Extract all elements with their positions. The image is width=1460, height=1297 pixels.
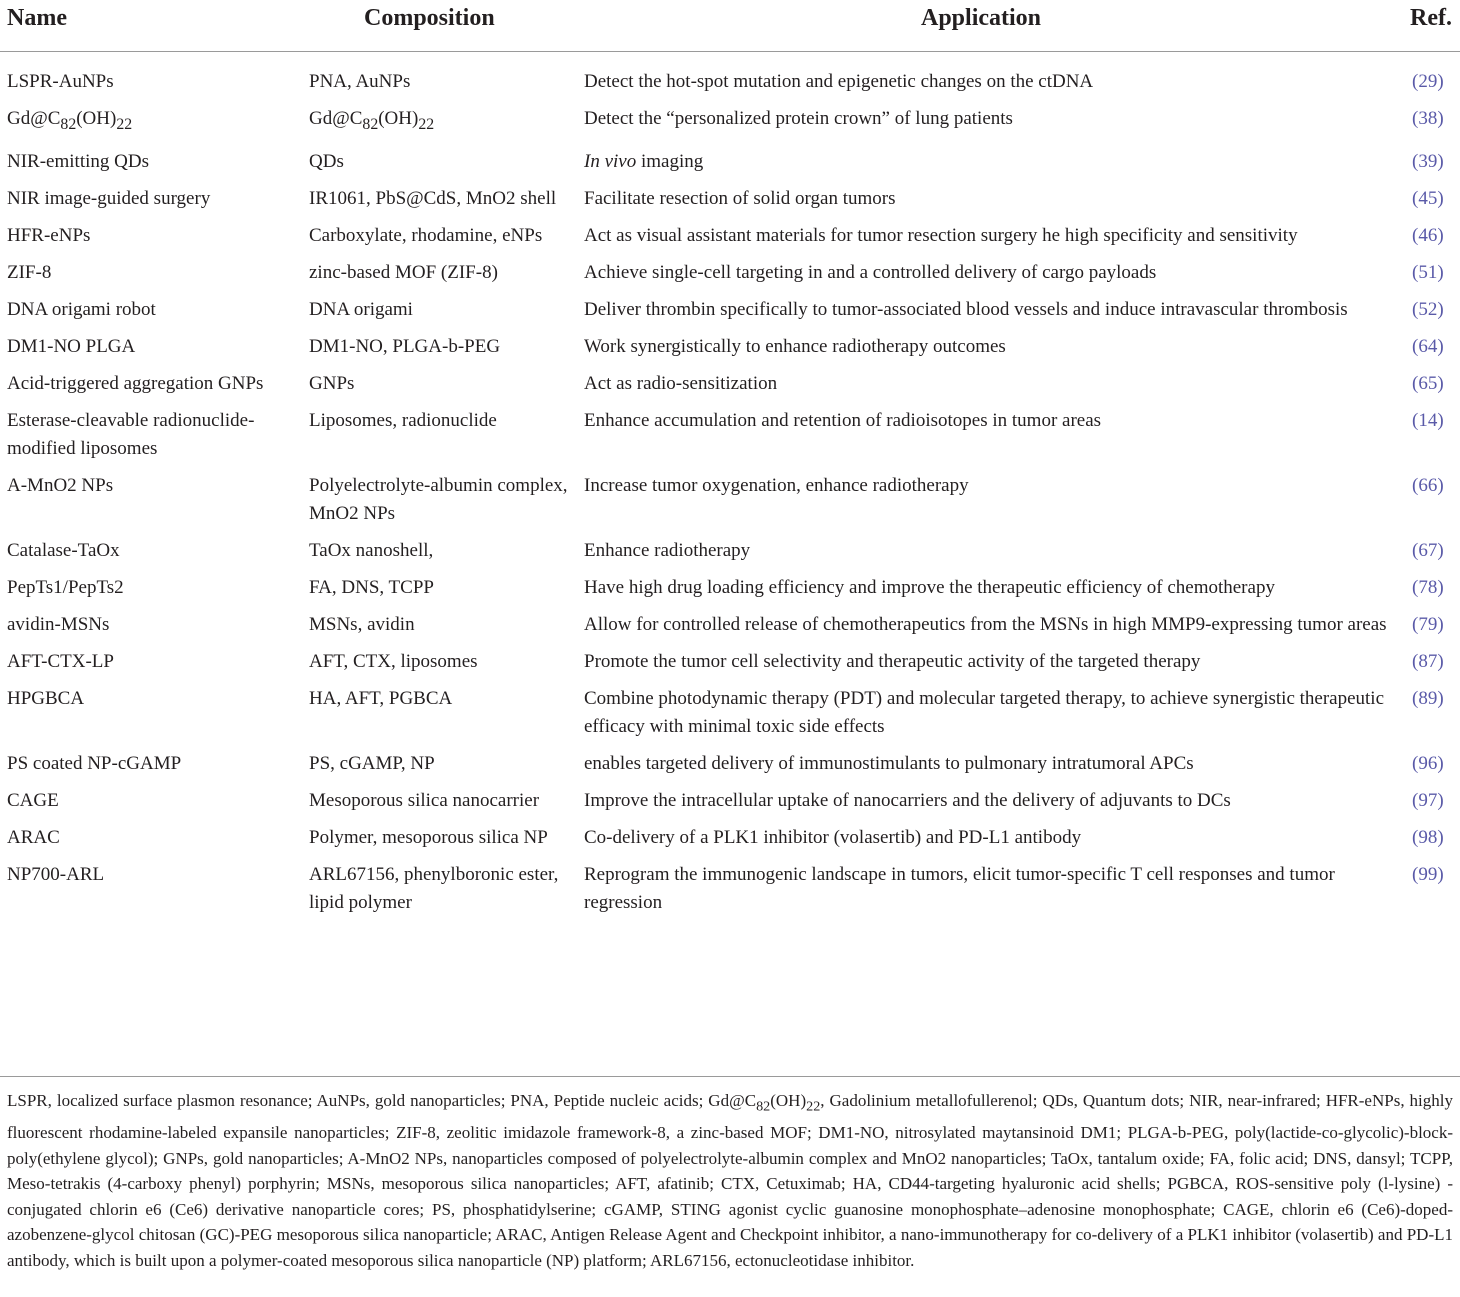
table-row	[0, 407, 1460, 472]
cell-application: Act as radio-sensitization	[584, 373, 778, 394]
cell-application: Increase tumor oxygenation, enhance radiotherapy	[584, 475, 969, 496]
table-row	[0, 861, 1460, 926]
ref-link[interactable]: 46	[1418, 225, 1438, 246]
ref-link[interactable]: 66	[1418, 475, 1438, 496]
cell-application: Promote the tumor cell selectivity and therapeutic activity of the targeted therapy	[584, 651, 1201, 672]
cell-application: Co-delivery of a PLK1 inhibitor (volasertib) and PD-L1 antibody	[584, 827, 1082, 848]
cell-name: DNA origami robot	[7, 299, 156, 320]
cell-ref[interactable]: (78)	[1412, 577, 1444, 598]
cell-composition: FA, DNS, TCPP	[309, 577, 434, 598]
ref-link[interactable]: 89	[1418, 688, 1438, 709]
cell-name: PS coated NP-cGAMP	[7, 753, 182, 774]
cell-name: Catalase-TaOx	[7, 540, 120, 561]
table-row	[0, 750, 1460, 787]
cell-composition: GNPs	[309, 373, 355, 394]
cell-name: NIR image-guided surgery	[7, 188, 211, 209]
cell-composition: Carboxylate, rhodamine, eNPs	[309, 225, 543, 246]
cell-ref[interactable]: (29)	[1412, 71, 1444, 92]
cell-ref[interactable]: (38)	[1412, 108, 1444, 129]
cell-name: Acid-triggered aggregation GNPs	[7, 373, 264, 394]
cell-composition: ARL67156, phenylboronic ester, lipid polymer	[309, 864, 559, 913]
cell-application: Facilitate resection of solid organ tumors	[584, 188, 896, 209]
cell-composition: Polymer, mesoporous silica NP	[309, 827, 548, 848]
cell-ref[interactable]: (66)	[1412, 475, 1444, 496]
ref-link[interactable]: 96	[1418, 753, 1438, 774]
cell-ref[interactable]: (52)	[1412, 299, 1444, 320]
cell-name: CAGE	[7, 790, 59, 811]
table-row	[0, 537, 1460, 574]
cell-application: enables targeted delivery of immunostimulants to pulmonary intratumoral APCs	[584, 753, 1194, 774]
table-row	[0, 185, 1460, 222]
table-row	[0, 333, 1460, 370]
ref-link[interactable]: 64	[1418, 336, 1438, 357]
header-name: Name	[7, 5, 67, 31]
ref-link[interactable]: 99	[1418, 864, 1438, 885]
ref-link[interactable]: 52	[1418, 299, 1438, 320]
table-bottom-rule	[0, 1076, 1460, 1077]
cell-application: Enhance accumulation and retention of radioisotopes in tumor areas	[584, 410, 1102, 431]
cell-composition: Liposomes, radionuclide	[309, 410, 497, 431]
cell-name: ZIF-8	[7, 262, 52, 283]
ref-link[interactable]: 65	[1418, 373, 1438, 394]
cell-application: Allow for controlled release of chemotherapeutics from the MSNs in high MMP9-expressing tumor areas	[584, 614, 1387, 635]
ref-link[interactable]: 97	[1418, 790, 1438, 811]
cell-name: PepTs1/PepTs2	[7, 577, 124, 598]
ref-link[interactable]: 51	[1418, 262, 1438, 283]
table-header	[0, 0, 1460, 52]
cell-application: Achieve single-cell targeting in and a controlled delivery of cargo payloads	[584, 262, 1157, 283]
ref-link[interactable]: 78	[1418, 577, 1438, 598]
cell-composition: Polyelectrolyte-albumin complex, MnO2 NPs	[309, 475, 568, 524]
cell-ref[interactable]: (89)	[1412, 688, 1444, 709]
cell-composition: QDs	[309, 151, 344, 172]
ref-link[interactable]: 67	[1418, 540, 1438, 561]
cell-composition: $Gd@C_{82}(OH)_{22}$	[309, 108, 435, 133]
cell-name: ARAC	[7, 827, 60, 848]
table-row	[0, 259, 1460, 296]
cell-name: LSPR-AuNPs	[7, 71, 114, 92]
cell-ref[interactable]: (51)	[1412, 262, 1444, 283]
cell-composition: TaOx nanoshell,	[309, 540, 434, 561]
cell-application: Have high drug loading efficiency and improve the therapeutic efficiency of chemotherapy	[584, 577, 1275, 598]
cell-name: Esterase-cleavable radionuclide-modified liposomes	[7, 410, 255, 459]
cell-application: Act as visual assistant materials for tumor resection surgery he high specificity and sensitivity	[584, 225, 1298, 246]
cell-ref[interactable]: (97)	[1412, 790, 1444, 811]
cell-ref[interactable]: (99)	[1412, 864, 1444, 885]
cell-composition: zinc-based MOF (ZIF-8)	[309, 262, 498, 283]
ref-link[interactable]: 79	[1418, 614, 1438, 635]
table-row	[0, 222, 1460, 259]
cell-composition: DNA origami	[309, 299, 413, 320]
table-row	[0, 685, 1460, 750]
cell-ref[interactable]: (39)	[1412, 151, 1444, 172]
cell-ref[interactable]: (46)	[1412, 225, 1444, 246]
cell-name: NP700-ARL	[7, 864, 105, 885]
cell-application: Improve the intracellular uptake of nanocarriers and the delivery of adjuvants to DCs	[584, 790, 1231, 811]
cell-name: avidin-MSNs	[7, 614, 110, 635]
cell-ref[interactable]: (45)	[1412, 188, 1444, 209]
footnote-part-a: LSPR, localized surface plasmon resonance; AuNPs, gold nanoparticles; PNA, Peptide nucleic acids;	[7, 1091, 709, 1110]
cell-name: HFR-eNPs	[7, 225, 91, 246]
cell-composition: IR1061, PbS@CdS, MnO2 shell	[309, 188, 557, 209]
ref-link[interactable]: 14	[1418, 410, 1438, 431]
table-row	[0, 574, 1460, 611]
cell-application: In vivo imaging	[584, 151, 704, 172]
ref-link[interactable]: 39	[1418, 151, 1438, 172]
cell-name: A-MnO2 NPs	[7, 475, 114, 496]
header-composition: Composition	[364, 5, 495, 31]
cell-composition: PS, cGAMP, NP	[309, 753, 435, 774]
cell-application: Work synergistically to enhance radiotherapy outcomes	[584, 336, 1006, 357]
table-row	[0, 370, 1460, 407]
cell-application: Detect the “personalized protein crown” of lung patients	[584, 108, 1013, 129]
table-row	[0, 787, 1460, 824]
cell-name: HPGBCA	[7, 688, 85, 709]
cell-ref[interactable]: (65)	[1412, 373, 1444, 394]
header-ref: Ref.	[1410, 5, 1452, 31]
cell-application: Combine photodynamic therapy (PDT) and molecular targeted therapy, to achieve synergistic therapeutic efficacy with minimal toxic side effects	[584, 688, 1385, 737]
table-row	[0, 105, 1460, 148]
ref-link[interactable]: 38	[1418, 108, 1438, 129]
table-row	[0, 611, 1460, 648]
table-row	[0, 296, 1460, 333]
ref-link[interactable]: 45	[1418, 188, 1438, 209]
cell-composition: HA, AFT, PGBCA	[309, 688, 453, 709]
cell-composition: PNA, AuNPs	[309, 71, 411, 92]
table-row	[0, 824, 1460, 861]
cell-application: Enhance radiotherapy	[584, 540, 751, 561]
cell-application: Detect the hot-spot mutation and epigenetic changes on the ctDNA	[584, 71, 1094, 92]
cell-composition: DM1-NO, PLGA-b-PEG	[309, 336, 501, 357]
cell-ref[interactable]: (87)	[1412, 651, 1444, 672]
cell-application: Deliver thrombin specifically to tumor-associated blood vessels and induce intravascular thrombosis	[584, 299, 1348, 320]
ref-link[interactable]: 87	[1418, 651, 1438, 672]
cell-ref[interactable]: (98)	[1412, 827, 1444, 848]
cell-name: $Gd@C_{82}(OH)_{22}$	[7, 108, 133, 133]
cell-ref[interactable]: (67)	[1412, 540, 1444, 561]
cell-composition: MSNs, avidin	[309, 614, 415, 635]
cell-name: DM1-NO PLGA	[7, 336, 136, 357]
cell-name: AFT-CTX-LP	[7, 651, 114, 672]
cell-ref[interactable]: (14)	[1412, 410, 1444, 431]
table-row	[0, 472, 1460, 537]
footnote-part-b: , Gadolinium metallofullerenol; QDs, Quantum dots; NIR, near-infrared; HFR-eNPs, highly fluorescent rhodamine-labeled expansile nanoparticles; ZIF-8, zeolitic imidazole framework-8, a zinc-based MOF; DM1-NO, nitrosylated maytansinoid DM1; PLGA-b-PEG, poly(lactide-co-glycolic)-block-poly(ethylene glycol); GNPs, gold nanoparticles; A-MnO2 NPs, nanoparticles composed of polyelectrolyte-albumin complex and MnO2 nanoparticles; TaOx, tantalum oxide; FA, folic acid; DNS, dansyl; TCPP, Meso-tetrakis (4-carboxy phenyl) porphyrin; MSNs, mesoporous silica nanoparticles; AFT, afatinib; CTX, Cetuximab; HA, CD44-targeting hyaluronic acid shells; PGBCA, ROS-sensitive poly (l-lysine) -conjugated chlorin e6 (Ce6) derivative nanoparticle cores; PS, phosphatidylserine; cGAMP, STING agonist cyclic guanosine monophosphate–adenosine monophosphate; CAGE, chlorin e6 (Ce6)-doped-azobenzene-glycol chitosan (GC)-PEG mesoporous silica nanoparticle; ARAC, Antigen Release Agent and Checkpoint inhibitor, a nano-immunotherapy for co-delivery of a PLK1 inhibitor (volasertib) and PD-L1 antibody, which is built upon a polymer-coated mesoporous silica nanoparticle (NP) platform; ARL67156, ectonucleotidase inhibitor.	[7, 1091, 1453, 1270]
cell-application: Reprogram the immunogenic landscape in tumors, elicit tumor-specific T cell responses and tumor regression	[584, 864, 1335, 913]
footnote-gd-formula: $Gd@C_{82}(OH)_{22}$	[708, 1091, 821, 1115]
cell-ref[interactable]: (96)	[1412, 753, 1444, 774]
header-application: Application	[921, 5, 1042, 31]
cell-composition: Mesoporous silica nanocarrier	[309, 790, 540, 811]
table-row	[0, 68, 1460, 105]
table-footnote	[7, 1088, 1453, 1274]
cell-composition: AFT, CTX, liposomes	[309, 651, 478, 672]
cell-name: NIR-emitting QDs	[7, 151, 149, 172]
ref-link[interactable]: 29	[1418, 71, 1438, 92]
table-body	[0, 68, 1460, 926]
cell-ref[interactable]: (79)	[1412, 614, 1444, 635]
cell-ref[interactable]: (64)	[1412, 336, 1444, 357]
ref-link[interactable]: 98	[1418, 827, 1438, 848]
table-row	[0, 148, 1460, 185]
table-row	[0, 648, 1460, 685]
